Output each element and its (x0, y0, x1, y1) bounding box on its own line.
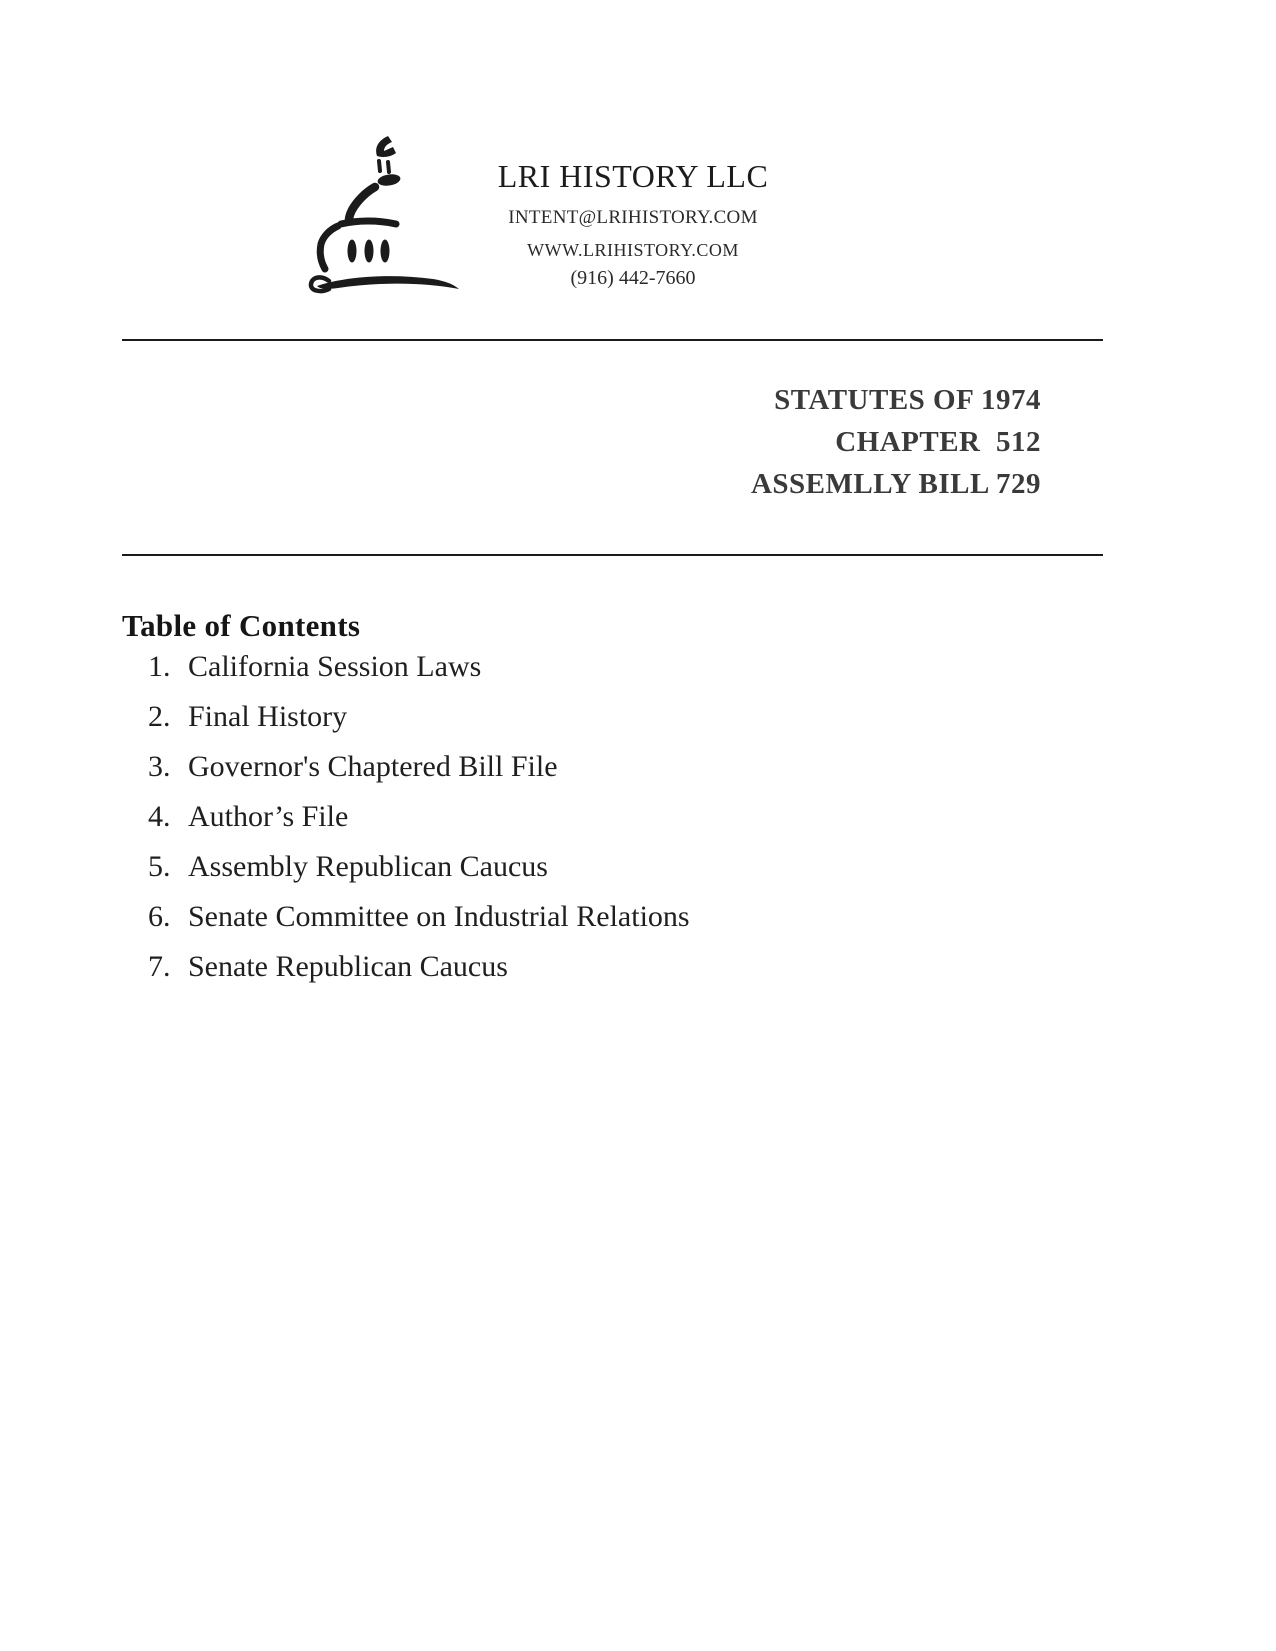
toc-item (148, 642, 690, 692)
email-address: INTENT@LRIHISTORY.COM (508, 207, 758, 228)
toc-item-label: Assembly Republican Caucus (188, 850, 548, 883)
toc-item-label: Senate Republican Caucus (188, 950, 508, 983)
toc-item-label: Governor's Chaptered Bill File (188, 750, 558, 783)
toc-item-number: 1. (148, 650, 171, 683)
toc-item (148, 692, 690, 742)
toc-item-number: 7. (148, 950, 171, 983)
divider-line-bottom (122, 554, 1103, 556)
toc-item-number: 2. (148, 700, 171, 733)
toc-item (148, 792, 690, 842)
logo-column (348, 240, 357, 263)
statute-title-block (751, 379, 1041, 505)
website-url: WWW.LRIHISTORY.COM (527, 240, 739, 260)
logo-wall-stroke (320, 226, 338, 269)
company-name: LRI HISTORY LLC (497, 158, 769, 194)
logo-dome-stroke (349, 187, 375, 220)
phone-number: (916) 442-7660 (570, 267, 696, 289)
toc-item (148, 842, 690, 892)
logo-column (381, 240, 390, 263)
logo-eave-stroke (341, 221, 396, 224)
toc-item-label: Senate Committee on Industrial Relations (188, 900, 690, 933)
toc-list (148, 642, 690, 992)
statutes-line: STATUTES OF 1974 (774, 384, 1041, 416)
logo-column (365, 240, 374, 263)
logo-flag-shape (376, 136, 396, 157)
divider-line-top (122, 339, 1103, 341)
toc-item-label: Final History (188, 700, 348, 733)
toc-item-number: 6. (148, 900, 171, 933)
logo-tick (388, 162, 389, 172)
toc-item-label: Author’s File (188, 800, 349, 833)
toc-item-number: 3. (148, 750, 171, 783)
logo-lantern (377, 173, 401, 187)
toc-item-number: 5. (148, 850, 171, 883)
logo-tick (379, 161, 380, 171)
toc-item-number: 4. (148, 800, 171, 833)
toc-item (148, 742, 690, 792)
bill-line: ASSEMLLY BILL 729 (750, 468, 1041, 500)
chapter-line: CHAPTER 512 (835, 426, 1041, 458)
toc-item (148, 892, 690, 942)
toc-item (148, 942, 690, 992)
toc-heading: Table of Contents (122, 607, 361, 643)
toc-item-label: California Session Laws (188, 650, 482, 683)
